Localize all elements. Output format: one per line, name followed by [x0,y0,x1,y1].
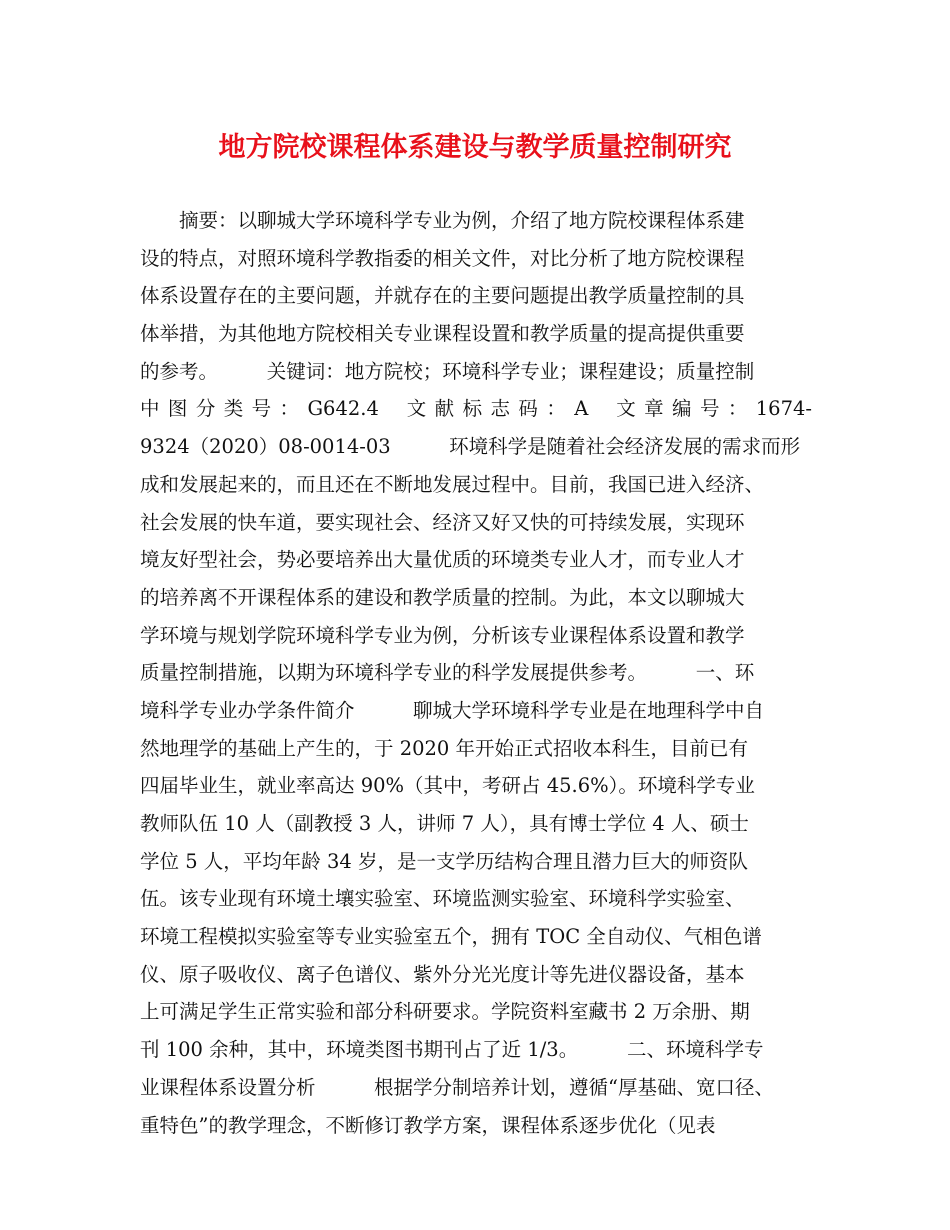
body-line: 成和发展起来的，而且还在不断地发展过程中。目前，我国已进入经济、 [140,472,765,496]
body-line: 业课程体系设置分析 根据学分制培养计划，遵循“厚基础、宽口径、 [140,1075,774,1099]
body-line: 四届毕业生，就业率高达 90%（其中，考研占 45.6%）。环境科学专业 [140,774,755,798]
body-line: 体举措，为其他地方院校相关专业课程设置和教学质量的提高提供重要 [140,322,745,346]
body-line: 仪、原子吸收仪、离子色谱仪、紫外分光光度计等先进仪器设备，基本 [140,962,745,986]
body-line: 9324（2020）08-0014-03 环境科学是随着社会经济发展的需求而形 [140,435,801,459]
body-line: 伍。该专业现有环境土壤实验室、环境监测实验室、环境科学实验室、 [140,887,745,911]
body-line: 重特色”的教学理念，不断修订教学方案，课程体系逐步优化（见表 [140,1113,716,1137]
body-line: 学环境与规划学院环境科学专业为例，分析该专业课程体系设置和教学 [140,623,745,647]
body-line: 境科学专业办学条件简介 聊城大学环境科学专业是在地理科学中自 [140,698,765,722]
body-line: 中 图 分 类 号 ： G642.4 文 献 标 志 码 ： A 文 章 编 号 ： 1674- [140,397,812,421]
document-title: 地方院校课程体系建设与教学质量控制研究 [218,132,732,163]
body-line: 刊 100 余种，其中，环境类图书期刊占了近 1/3。 二、环境科学专 [140,1038,764,1062]
body-line: 学位 5 人，平均年龄 34 岁，是一支学历结构合理且潜力巨大的师资队 [140,849,749,873]
body-line: 然地理学的基础上产生的，于 2020 年开始正式招收本科生，目前已有 [140,736,749,760]
body-line: 环境工程模拟实验室等专业实验室五个，拥有 TOC 全自动仪、气相色谱 [140,925,762,949]
body-line: 的培养离不开课程体系的建设和教学质量的控制。为此，本文以聊城大 [140,585,745,609]
body-text [140,202,812,1144]
body-line: 设的特点，对照环境科学教指委的相关文件，对比分析了地方院校课程 [140,246,745,270]
body-line: 境友好型社会，势必要培养出大量优质的环境类专业人才，而专业人才 [140,548,745,572]
body-line: 体系设置存在的主要问题，并就存在的主要问题提出教学质量控制的具 [140,284,745,308]
body-line: 上可满足学生正常实验和部分科研要求。学院资料室藏书 2 万余册、期 [140,1000,750,1024]
body-line: 教师队伍 10 人（副教授 3 人，讲师 7 人），具有博士学位 4 人、硕士 [140,812,749,835]
body-line: 的参考。 关键词：地方院校；环境科学专业；课程建设；质量控制 [140,359,755,383]
body-line: 质量控制措施，以期为环境科学专业的科学发展提供参考。 一、环 [140,661,755,685]
body-line: 摘要：以聊城大学环境科学专业为例，介绍了地方院校课程体系建 [140,209,745,232]
body-line: 社会发展的快车道，要实现社会、经济又好又快的可持续发展，实现环 [140,510,745,534]
